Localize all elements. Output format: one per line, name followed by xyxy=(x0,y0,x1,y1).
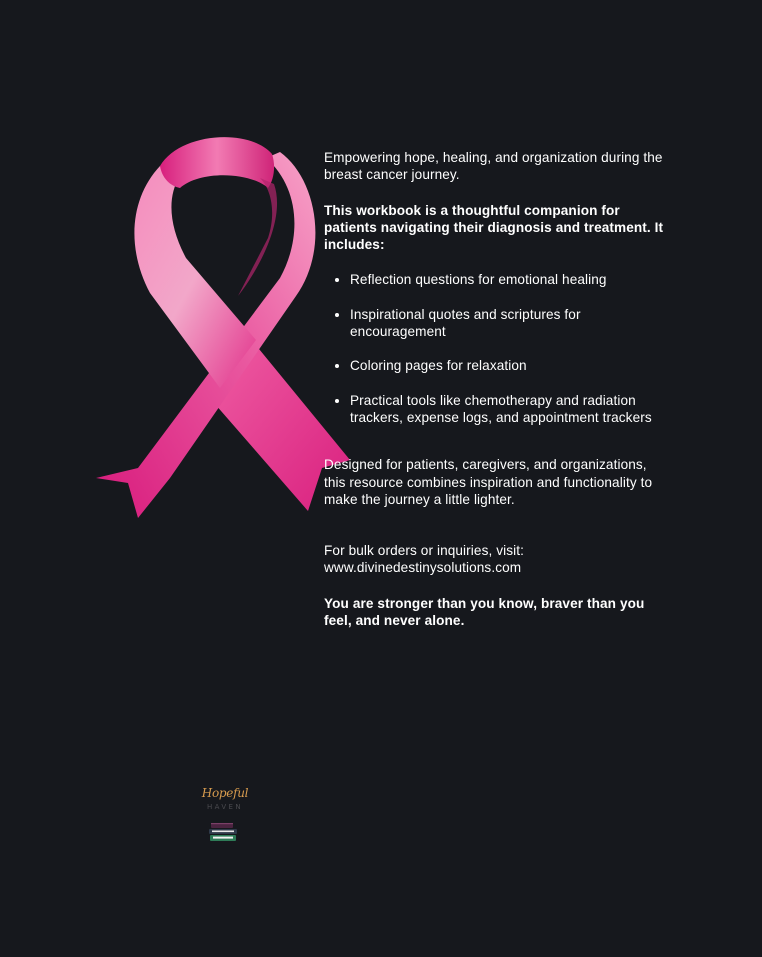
list-item: • Inspirational quotes and scriptures for encouragement xyxy=(350,306,669,341)
contact-label: For bulk orders or inquiries, visit: xyxy=(324,543,525,559)
intro-text: Empowering hope, healing, and organization during the breast cancer journey. xyxy=(324,150,663,183)
feature-list xyxy=(324,271,669,426)
logo-script-text: Hopeful xyxy=(201,786,249,800)
list-item: • Reflection questions for emotional healing xyxy=(350,271,669,288)
logo-sub-text: HAVEN xyxy=(206,803,244,811)
audience-text: Designed for patients, caregivers, and organizations, this resource combines inspiration and functionality to make the journey a little lighter. xyxy=(324,457,653,507)
closing-text: You are stronger than you know, braver than you feel, and never alone. xyxy=(324,595,645,629)
book-stack-icon xyxy=(208,820,240,844)
list-item: • Practical tools like chemotherapy and radiation trackers, expense logs, and appointment trackers xyxy=(350,392,669,427)
summary-text: This workbook is a thoughtful companion for patients navigating their diagnosis and treatment. It includes: xyxy=(324,202,664,253)
contact-block xyxy=(324,542,669,577)
contact-url[interactable]: www.divinedestinysolutions.com xyxy=(324,560,522,576)
list-item: • Coloring pages for relaxation xyxy=(350,357,669,374)
hopeful-haven-logo xyxy=(196,786,254,846)
description-column xyxy=(324,149,669,647)
pink-ribbon-icon xyxy=(90,128,358,528)
